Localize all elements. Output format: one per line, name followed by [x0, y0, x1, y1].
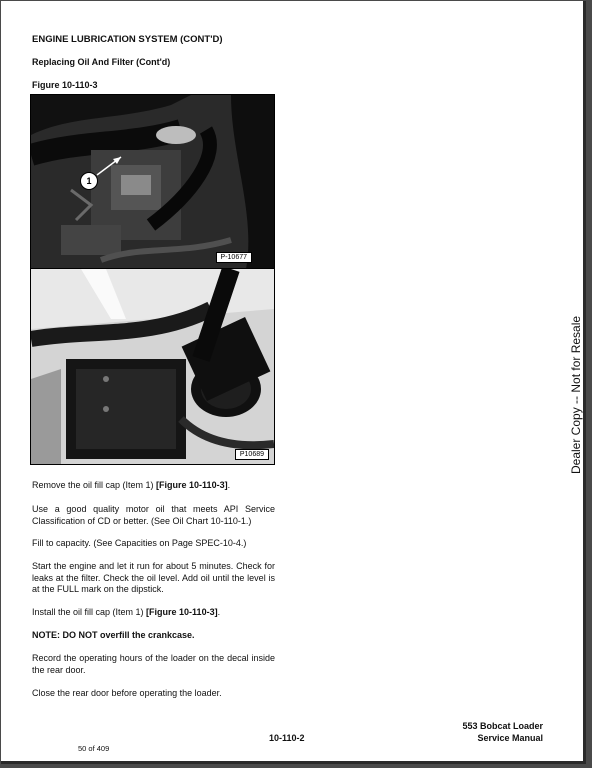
paragraph-install-cap-end: . — [217, 607, 221, 617]
paragraph-install-cap — [32, 607, 275, 619]
figure-label: Figure 10-110-3 — [32, 80, 98, 90]
footer-model: 553 Bobcat Loader — [462, 721, 543, 731]
section-title: ENGINE LUBRICATION SYSTEM (CONT'D) — [32, 34, 223, 45]
paragraph-start-engine: Start the engine and let it run for about 5 minutes. Check for leaks at the filter. Check the oil level. Add oil until the level is at the FULL mark on the dipstick. — [32, 561, 275, 594]
paragraph-remove-cap-text: Remove the oil fill cap (Item 1) — [32, 480, 157, 490]
photo-id-bottom: P10689 — [235, 449, 269, 460]
engine-photo-bottom — [30, 268, 275, 465]
footer-manual: Service Manual — [477, 733, 543, 743]
paragraph-close-door: Close the rear door before operating the loader. — [32, 688, 222, 698]
paragraph-oil-quality: Use a good quality motor oil that meets API Service Classification of CD or better. (See Oil Chart 10-110-1.) — [32, 504, 275, 526]
page-number: 10-110-2 — [269, 733, 305, 743]
engine-photo-top-image — [31, 95, 274, 269]
paragraph-install-cap-text: Install the oil fill cap (Item 1) — [32, 607, 147, 617]
engine-photo-top — [30, 94, 275, 270]
callout-arrow-icon — [95, 153, 125, 177]
figure-reference: [Figure 10-110-3] — [156, 480, 228, 490]
note-overfill: NOTE: DO NOT overfill the crankcase. — [32, 630, 195, 640]
photo-id-top: P-10677 — [216, 252, 252, 263]
callout-1: 1 — [80, 172, 98, 190]
page-count: 50 of 409 — [78, 744, 110, 753]
figure-reference: [Figure 10-110-3] — [146, 607, 218, 617]
paragraph-fill-capacity: Fill to capacity. (See Capacities on Page SPEC-10-4.) — [32, 538, 247, 548]
manual-page — [1, 1, 586, 764]
section-subtitle: Replacing Oil And Filter (Cont'd) — [32, 57, 171, 67]
dealer-watermark: Dealer Copy -- Not for Resale — [569, 315, 583, 474]
paragraph-remove-cap-end: . — [227, 480, 231, 490]
paragraph-record-hours: Record the operating hours of the loader on the decal inside the rear door. — [32, 653, 275, 675]
paragraph-remove-cap — [32, 480, 275, 492]
engine-photo-bottom-image — [31, 269, 274, 464]
